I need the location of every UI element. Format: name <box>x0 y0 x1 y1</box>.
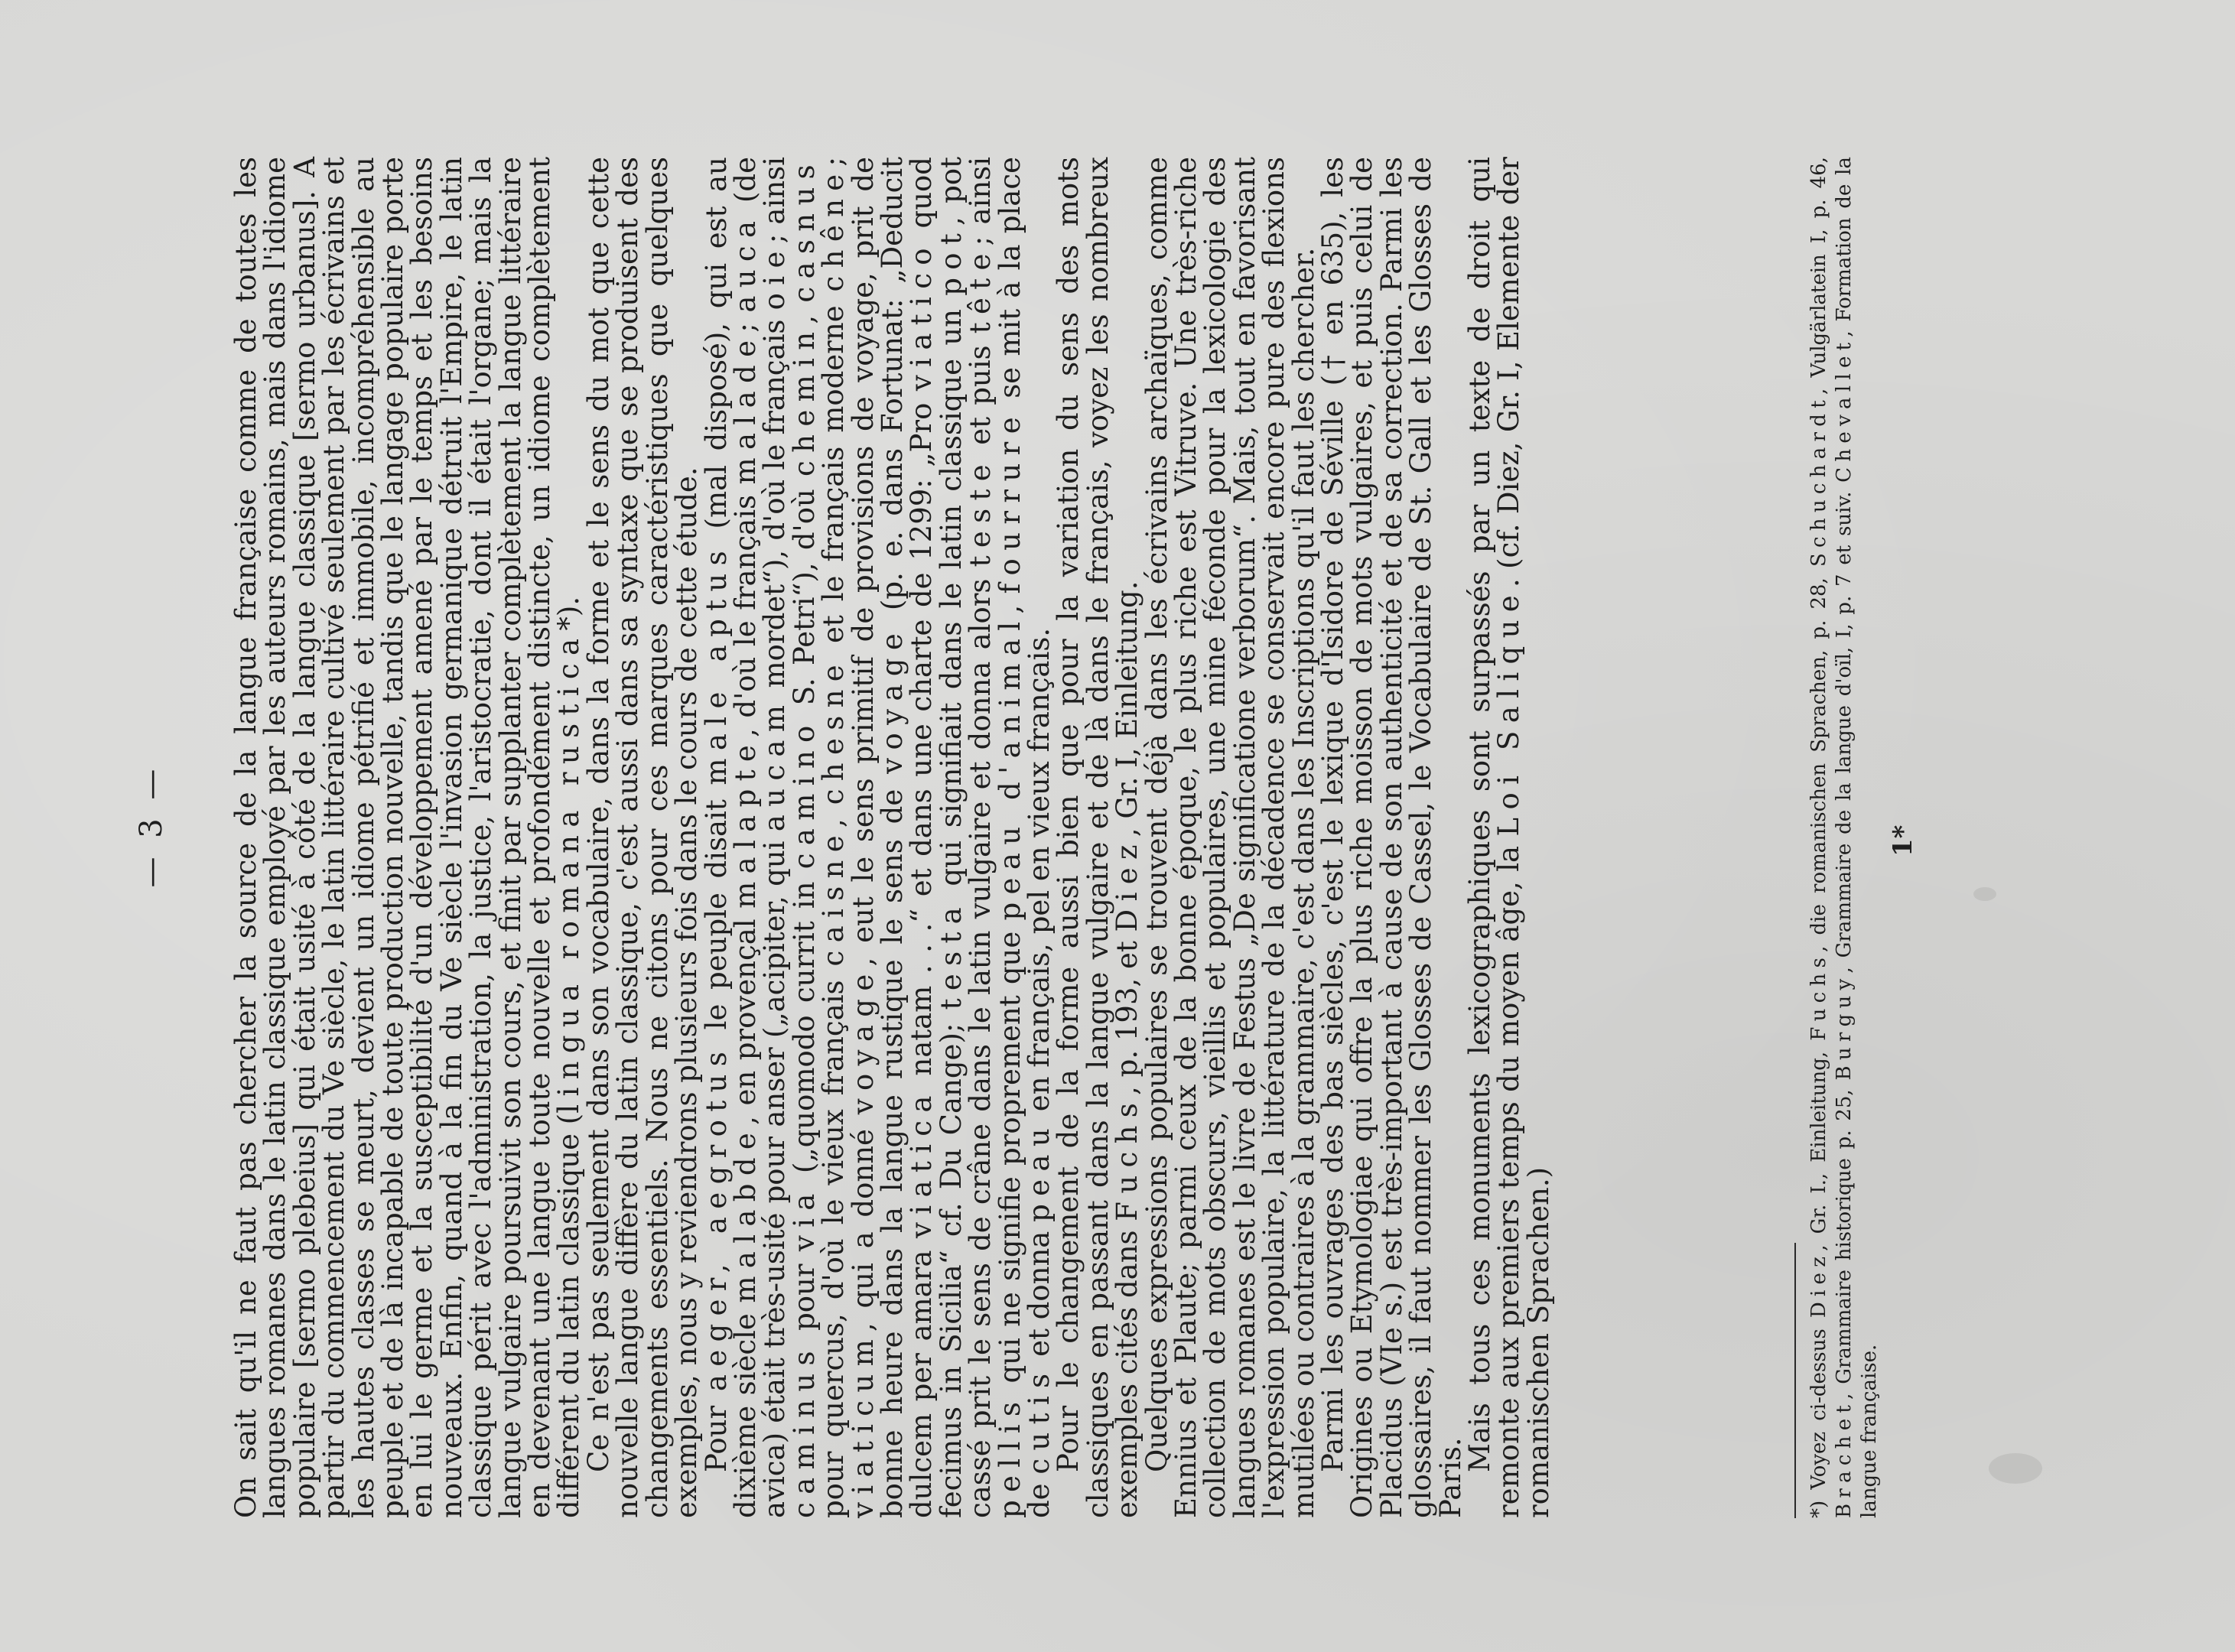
text-run: , <box>993 593 1026 614</box>
text-run: ; <box>728 312 762 333</box>
text-run: ; ainsi <box>964 156 997 246</box>
signature-mark: 1* <box>1888 824 1918 857</box>
spaced-term: Brachet <box>1833 1399 1856 1518</box>
spaced-term: cutis <box>1022 1365 1056 1475</box>
text-run: Pour <box>699 1391 733 1472</box>
text-run: , p. 193, et <box>1111 932 1144 1095</box>
text-run: . (cf. Diez, Gr. I, Elemente der romanischen Sprachen.) <box>1492 157 1555 1518</box>
spaced-term: via <box>787 1185 821 1252</box>
text-run: pour quercus, d'où le vieux français <box>817 966 851 1518</box>
text-run: , <box>787 302 821 324</box>
text-run: qui signifiait dans le latin classique un <box>934 295 968 899</box>
paragraph-7 <box>1463 157 1555 1518</box>
body-text <box>229 156 1555 1518</box>
spaced-term: teste <box>964 457 997 567</box>
spaced-term: male aptus <box>699 543 733 785</box>
text-run: et le français moderne <box>817 291 851 657</box>
paragraph-6: Parmi les ouvrages des bas siècles, c'est le lexique d'Isidore de Séville († en 635), les Origines ou Etymologiae qui offre la plus riche moisson de mots vulgaires, et puis celui de Placidus (VIe s.) est très-important à cause de son authenticité et de sa correction. Parmi les glossaires, il faut nommer les Glosses de Cassel, le Vocabulaire de St. Gall et les Glosses de Paris. <box>1316 157 1467 1518</box>
spaced-term: chêne <box>817 166 851 292</box>
spaced-term: viatico <box>905 240 939 392</box>
spaced-term: peau d'animal <box>993 613 1026 921</box>
spaced-term: lingua romana rustica <box>552 630 586 1114</box>
text-run: , Gr. I, Einleitung. <box>1111 580 1144 837</box>
text-run: et puis <box>964 333 997 457</box>
footnote-rule <box>1794 1243 1796 1518</box>
spaced-term: Chevallet <box>1833 337 1856 483</box>
text-run: le peuple disait <box>699 785 733 1044</box>
spaced-term: Burguy <box>1833 973 1856 1081</box>
text-run: , Formation de la langue française. <box>1833 157 1881 1518</box>
text-run: („quomodo currit in <box>787 869 821 1186</box>
spaced-term: malapte <box>728 737 762 909</box>
spaced-term: peau <box>1022 1120 1056 1222</box>
spaced-term: auca <box>728 213 762 313</box>
text-run: , die romanischen Sprachen, p. 28, <box>1807 567 1830 952</box>
text-run: natam . . .“ et dans une charte de 1299: „Pro <box>905 391 939 1088</box>
text-run: qui ne signifie proprement que <box>993 920 1026 1394</box>
text-run: *). <box>552 596 586 631</box>
text-run: (de avica) était très-usité pour anser („acipiter, qui <box>728 157 792 1518</box>
spaced-term: fourrure <box>993 409 1026 594</box>
paragraph-5: Quelques expressions populaires se trouvent déjà dans les écrivains archaïques, comme Ennius et Plaute; parmi ceux de la bonne époque, le plus riche est Vitruve. Une très-riche collection de mots obscurs, vieillis et populaires, une mine féconde pour la lexicologie des langues romanes est le livre de Festus „De significatione verborum“. Mais, tout en favorisant l'expression populaire, la littérature de la décadence se conservait encore pure des flexions mutilées ou contraires à la grammaire, c'est dans les Inscriptions qu'il faut les chercher. <box>1140 157 1320 1518</box>
spaced-term: aeger, aegrotus <box>699 1043 733 1392</box>
spaced-term: camino <box>787 717 821 870</box>
text-run: mordet“), d'où le français <box>758 310 792 698</box>
spaced-term: Schuchardt <box>1807 395 1830 567</box>
spaced-term: caminus <box>787 1343 821 1518</box>
text-run: en français, pel en vieux français. <box>1022 627 1056 1120</box>
paragraph-1 <box>229 157 586 1518</box>
text-run: , qui a donné <box>846 1114 880 1332</box>
text-run: (p. e. dans Fortunat: „Deducit dulcem per amara <box>875 157 939 1518</box>
text-run: , Grammaire de la langue d'oïl, I, p. 7 et suiv. <box>1833 482 1856 974</box>
text-run: , Gr. I., Einleitung, <box>1807 1040 1830 1251</box>
paragraph-4 <box>1054 157 1142 1518</box>
spaced-term: voyage <box>875 625 909 774</box>
page-number-header: — 3 — <box>134 764 169 888</box>
spaced-term: chesne <box>817 656 851 805</box>
spaced-term: oie <box>758 243 792 311</box>
spaced-term: pot <box>934 225 968 296</box>
text-run: (mal disposé), qui est au dixième siècle <box>699 157 762 1518</box>
spaced-term: Diez <box>1807 1250 1830 1319</box>
spaced-term: viatica <box>905 1088 939 1239</box>
text-run: On sait qu'il ne faut pas chercher la source de la langue française comme de toutes les langues romanes dans le latin classique employé par les auteurs romains, mais dans l'idiome populaire [sermo plebeius] qui était usité à côté de la langue classique [sermo urbanus]. A partir du commencement du Ve siècle, le latin littéraire cultivé seulement par les écrivains et les hautes classes se meurt, devient un idiome pétrifié et immobile, incompréhensible au peuple et de là incapable de toute production nouvelle, tandis que le langage populaire porte en lui le germe et la susceptibilité d'un développement amené par le temps et les besoins nouveaux. Enfin, quand à la fin du Ve siècle l'invasion germanique détruit l'Empire, le latin classique périt avec l'administration, la justice, l'aristocratie, dont il était l'organe; mais la langue vulgaire poursuivit son cours, et finit par supplanter complètement la langue littéraire en devenant une langue toute nouvelle et profondément distincte, un idiome complètement différent du latin classique ( <box>229 157 586 1518</box>
spaced-term: voyage <box>846 966 880 1115</box>
footnote <box>1807 157 1882 1518</box>
text-run: S. Petri“), d'où <box>787 476 821 718</box>
spaced-term: chemin <box>787 324 821 476</box>
spaced-term: Fuchs <box>1807 951 1830 1041</box>
text-run: Pour le changement de la forme aussi bien que pour la variation du sens des mots classiques en passant dans la langue vulgaire et de là dans le français, voyez les nombreux exemples cités dans <box>1052 157 1144 1518</box>
text-run: Mais tous ces monuments lexicographiques sont surpassés par un texte de droit qui remonte aux premiers temps du moyen âge, la <box>1463 157 1526 1518</box>
spaced-term: casnus <box>787 157 821 303</box>
text-run: ; <box>817 157 851 167</box>
spaced-term: testa <box>934 899 968 1010</box>
text-run: , pot cassé prit le sens de crâne dans le latin vulgaire et donna alors <box>934 157 997 1518</box>
text-run: ; ainsi <box>758 157 792 244</box>
text-run: *) Voyez ci-dessus <box>1807 1318 1830 1518</box>
spaced-term: Loi Salique <box>1492 587 1526 837</box>
spaced-term: caisne <box>817 828 851 967</box>
spaced-term: pellis <box>993 1393 1026 1518</box>
text-run: , Vulgärlatein I, p. 46, <box>1807 157 1830 395</box>
text-run: , Grammaire historique p. 25, <box>1833 1080 1856 1400</box>
text-run: , <box>817 805 851 828</box>
spaced-term: Diez <box>1111 837 1144 932</box>
spaced-term: malade <box>728 332 762 485</box>
text-run: , eut le sens primitif de provisions de voyage, prit de bonne heure dans la langue rustique le sens de <box>846 157 909 1518</box>
spaced-term: malabde <box>728 1124 762 1303</box>
paragraph-3 <box>699 156 1056 1518</box>
spaced-term: Fuchs <box>1111 1094 1144 1221</box>
text-run: pour <box>787 1251 821 1344</box>
text-run: , en provençal <box>728 908 762 1125</box>
paragraph-2: Ce n'est pas seulement dans son vocabulaire, dans la forme et le sens du mot que cette nouvelle langue diffère du latin classique, c'est aussi dans sa syntaxe que se produisent des changements essentiels. Nous ne citons pour ces marques caractéristiques que quelques exemples, nous y reviendrons plusieurs fois dans le cours de cette étude. <box>581 157 704 1518</box>
text-run: , d'où le français <box>728 484 762 737</box>
spaced-term: viaticum <box>846 1331 880 1518</box>
text-run: et donna <box>1022 1221 1056 1366</box>
text-run: quod fecimus in Sicilia“ cf. Du Cange); <box>905 157 968 1518</box>
spaced-term: aucam <box>758 697 792 832</box>
spaced-term: tête <box>964 246 997 334</box>
text-run: se mit à la place de <box>993 157 1056 1518</box>
